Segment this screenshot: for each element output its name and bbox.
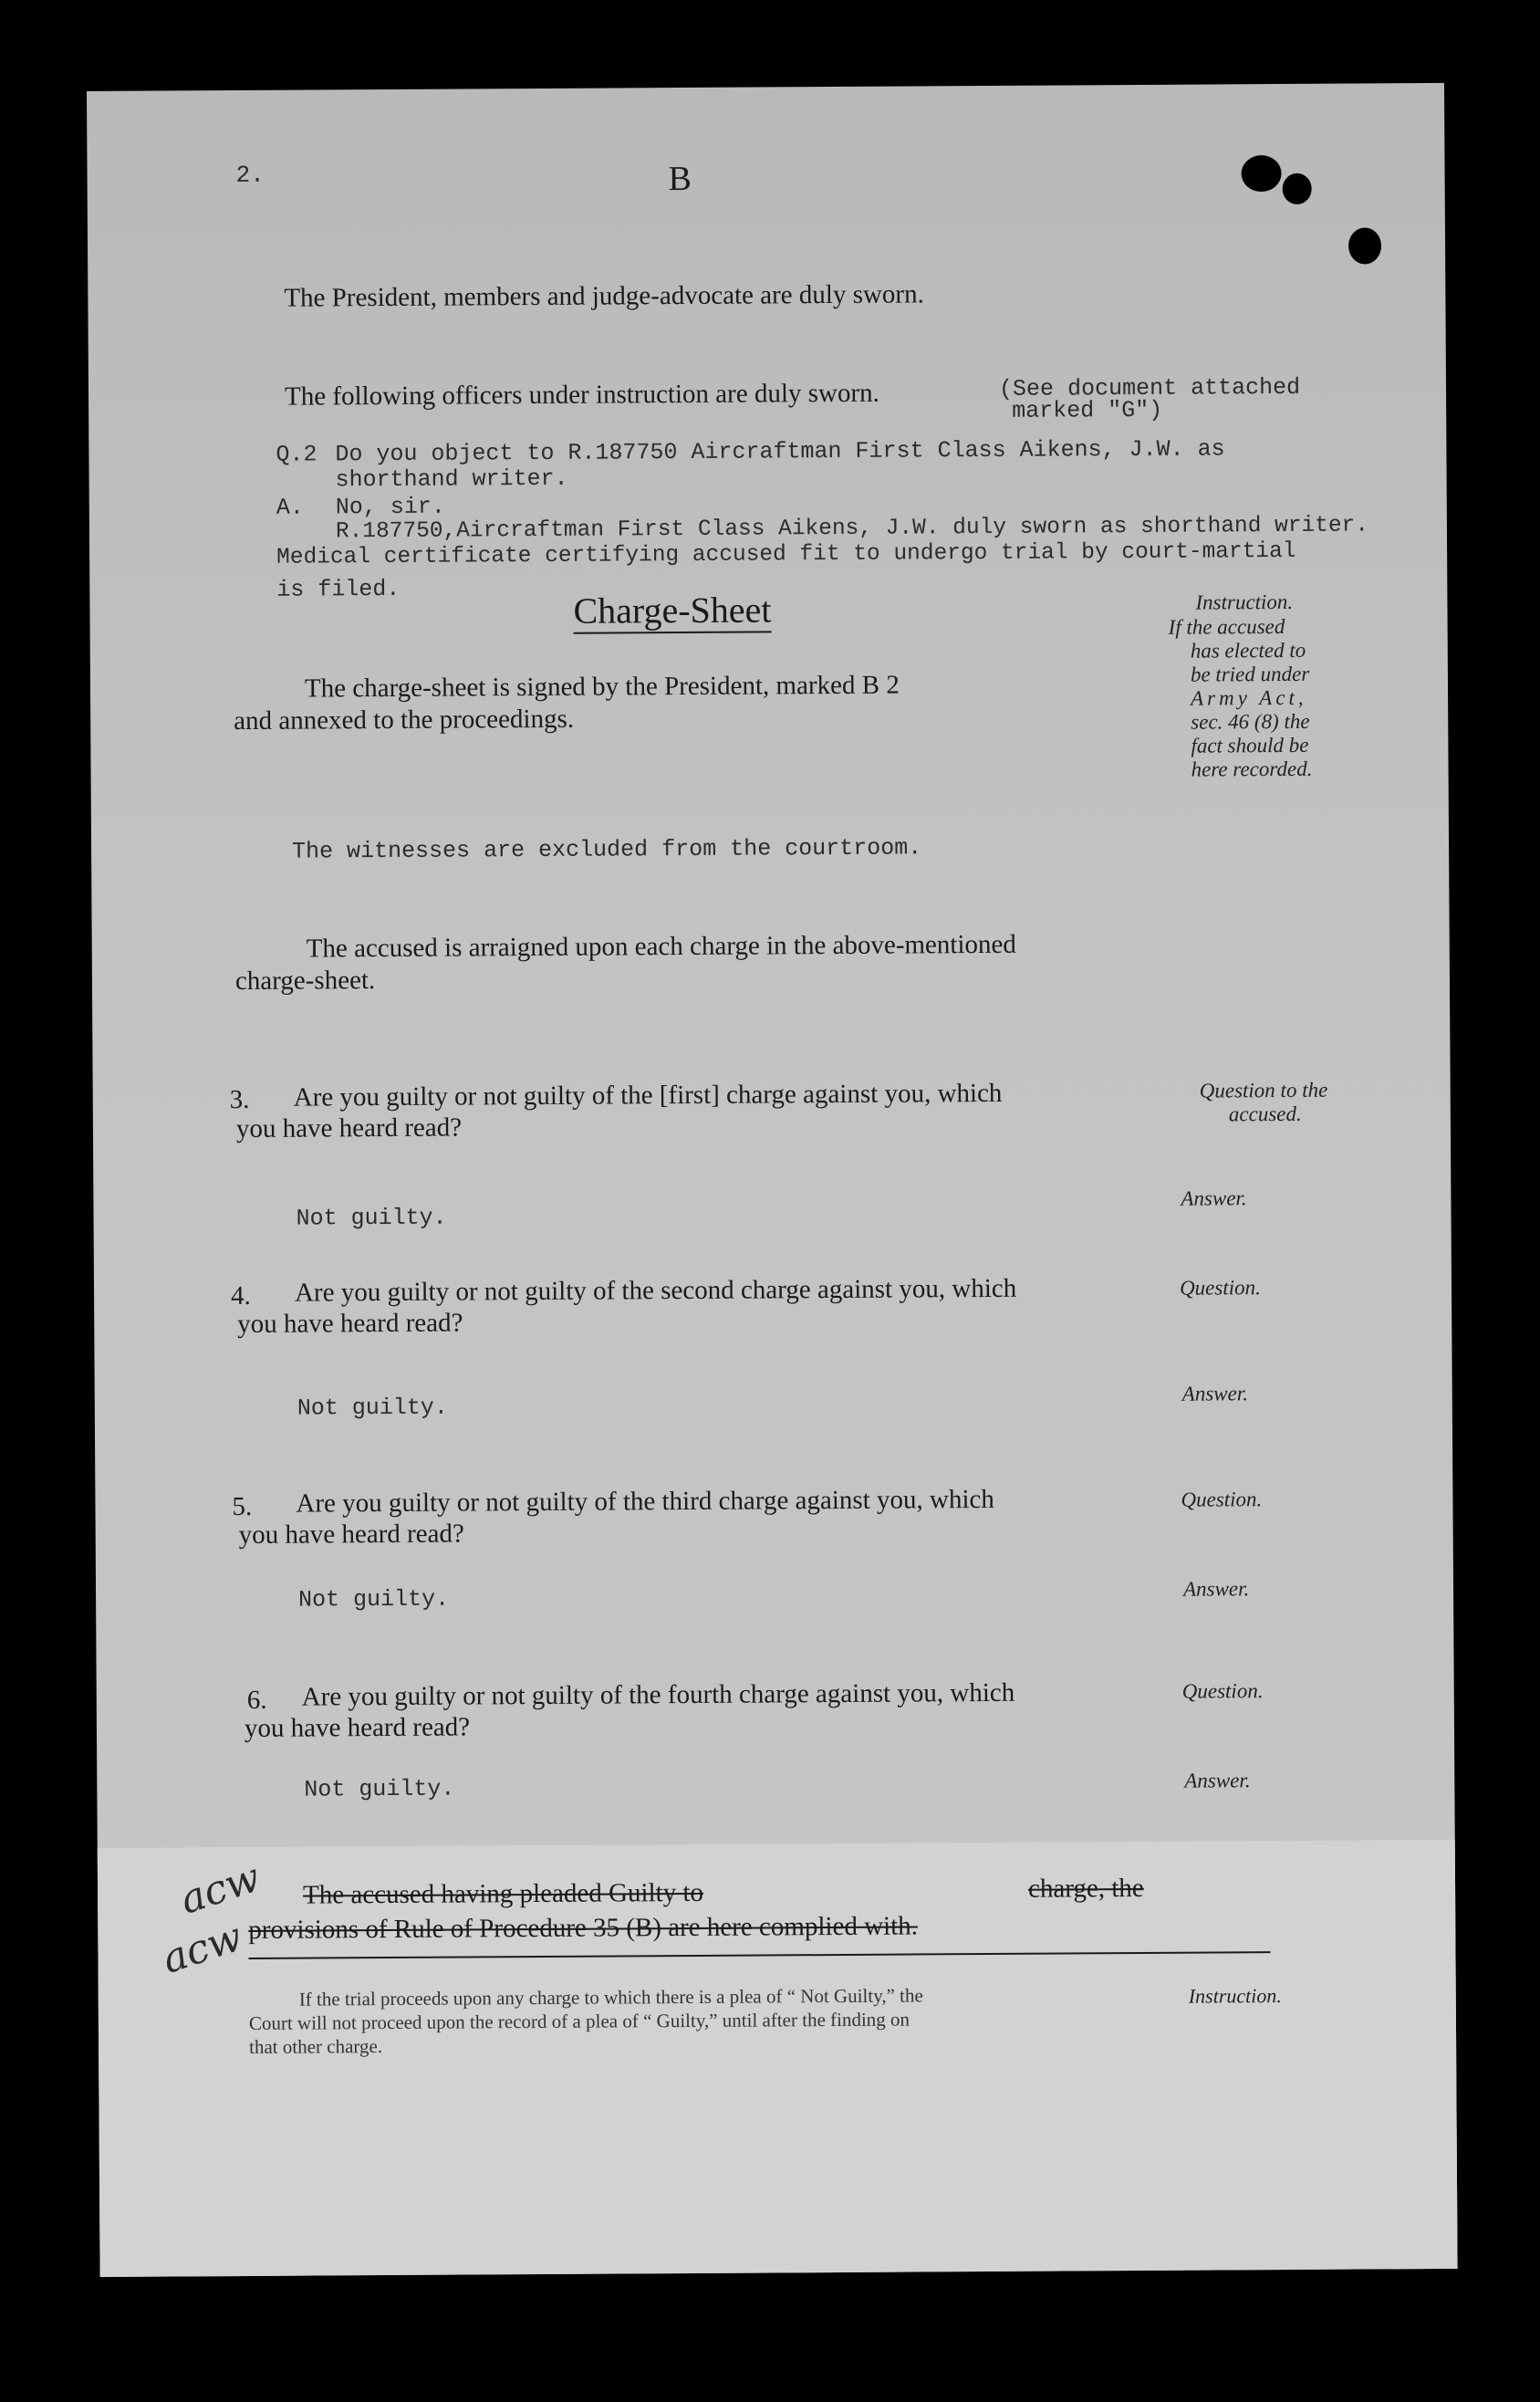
question-6-line2: you have heard read? [244, 1712, 471, 1743]
ink-blot-1 [1241, 155, 1281, 192]
handwritten-initials-1: acw [174, 1854, 266, 1924]
ink-blot-3 [1348, 227, 1381, 264]
shorthand-writer-sworn: R.187750,Aircraftman First Class Aikens, J.W. duly sworn as shorthand writer. [335, 513, 1369, 545]
footer-instruction-line1: If the trial proceeds upon any charge to which there is a plea of “ Not Guilty,” the [298, 1984, 923, 2010]
question-6-line1: Are you guilty or not guilty of the fourth charge against you, which [301, 1677, 1015, 1712]
guilty-plea-line2: provisions of Rule of Procedure 35 (B) are here complied with. [248, 1911, 919, 1945]
question-4-line1: Are you guilty or not guilty of the second charge against you, which [294, 1273, 1017, 1308]
page-number: 2. [235, 161, 265, 190]
question-5-answer: Not guilty. [298, 1585, 450, 1614]
sworn-statement: The President, members and judge-advocate are duly sworn. [284, 279, 924, 313]
question-3-answer-label: Answer. [1181, 1186, 1247, 1210]
handwritten-initials-2: acw [156, 1913, 248, 1983]
guilty-plea-part2: charge, the [1027, 1873, 1144, 1904]
question-6-answer: Not guilty. [304, 1775, 455, 1803]
question-3-line2: you have heard read? [235, 1112, 463, 1144]
instruction-note-line-6: fact should be [1191, 733, 1309, 757]
question-3-side-label-2: accused. [1228, 1102, 1302, 1126]
instruction-note-line-2: has elected to [1190, 638, 1306, 663]
question-4-side-label: Question. [1179, 1276, 1261, 1300]
question-4-answer-label: Answer. [1181, 1382, 1249, 1405]
question-6-number: 6. [246, 1685, 267, 1715]
question-4-answer: Not guilty. [297, 1394, 448, 1422]
q2-answer-label: A. [276, 494, 304, 521]
q2-answer: No, sir. [335, 493, 445, 521]
question-5-line1: Are you guilty or not guilty of the third charge against you, which [296, 1484, 994, 1519]
question-3-side-label: Question to the [1199, 1078, 1328, 1102]
officers-statement: The following officers under instruction are duly sworn. [284, 378, 879, 412]
question-5-line2: you have heard read? [238, 1519, 464, 1551]
guilty-plea-part1: The accused having pleaded Guilty to [302, 1877, 704, 1910]
q2-label: Q.2 [276, 441, 317, 468]
q2-line2: shorthand writer. [335, 465, 568, 494]
footer-instruction-label: Instruction. [1188, 1984, 1282, 2008]
see-document-note-2: marked "G") [1012, 396, 1163, 424]
instruction-note-line-5: sec. 46 (8) the [1191, 709, 1310, 734]
arraigned-line2: charge-sheet. [234, 966, 376, 997]
medical-certificate-line1: Medical certificate certifying accused fit to undergo trial by court-martial [276, 538, 1296, 570]
question-5-answer-label: Answer. [1182, 1577, 1250, 1601]
instruction-note-line-7: here recorded. [1191, 757, 1313, 781]
instruction-note-line-3: be tried under [1190, 662, 1310, 686]
witnesses-excluded: The witnesses are excluded from the courtroom. [292, 834, 922, 865]
question-6-side-label: Question. [1181, 1679, 1264, 1703]
footer-instruction-line2: Court will not proceed upon the record of a plea of “ Guilty,” until after the finding on [248, 2008, 910, 2034]
see-document-note-1: (See document attached [998, 373, 1301, 402]
instruction-note-title: Instruction. [1195, 590, 1294, 614]
question-4-line2: you have heard read? [237, 1308, 463, 1340]
charge-sheet-line1: The charge-sheet is signed by the President, marked B 2 [304, 670, 900, 704]
document-page [87, 83, 1458, 2277]
question-3-number: 3. [229, 1084, 250, 1115]
page-letter: B [668, 159, 692, 199]
medical-certificate-line2: is filed. [276, 575, 401, 603]
instruction-note-line-4: Army Act, [1191, 685, 1307, 710]
question-4-number: 4. [230, 1280, 251, 1311]
question-5-number: 5. [232, 1491, 253, 1522]
ink-blot-2 [1283, 173, 1312, 204]
q2-line1: Do you object to R.187750 Aircraftman First Class Aikens, J.W. as [335, 435, 1225, 468]
instruction-note-line-1: If the accused [1168, 614, 1285, 639]
question-5-side-label: Question. [1181, 1488, 1263, 1511]
charge-sheet-heading: Charge-Sheet [573, 589, 771, 633]
arraigned-line1: The accused is arraigned upon each charge in the above-mentioned [306, 929, 1016, 964]
question-3-answer: Not guilty. [296, 1204, 447, 1232]
charge-sheet-line2: and annexed to the proceedings. [234, 704, 575, 736]
question-6-answer-label: Answer. [1184, 1769, 1251, 1792]
question-3-line1: Are you guilty or not guilty of the [first] charge against you, which [293, 1078, 1003, 1112]
footer-instruction-line3: that other charge. [249, 2035, 383, 2058]
